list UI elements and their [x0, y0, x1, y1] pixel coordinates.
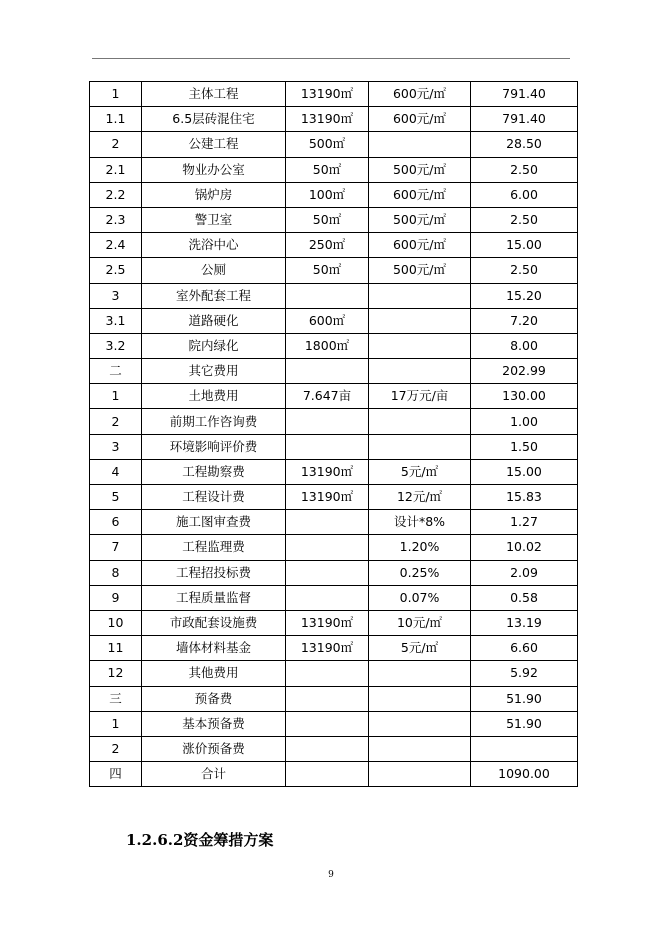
cell-item-name: 其他费用: [142, 661, 286, 686]
cell-unit-price: [369, 736, 471, 761]
cell-quantity: 600㎡: [286, 308, 369, 333]
cell-item-name: 其它费用: [142, 359, 286, 384]
cell-quantity: 1800㎡: [286, 333, 369, 358]
cell-unit-price: [369, 333, 471, 358]
cell-no: 10: [90, 610, 142, 635]
cell-quantity: 13190㎡: [286, 107, 369, 132]
table-row: [90, 661, 578, 686]
page-number: 9: [328, 870, 334, 880]
table-row: [90, 610, 578, 635]
cell-no: 3: [90, 434, 142, 459]
cell-no: 7: [90, 535, 142, 560]
cell-no: 三: [90, 686, 142, 711]
cell-no: 1: [90, 384, 142, 409]
cell-amount: 6.00: [471, 182, 578, 207]
cell-quantity: [286, 736, 369, 761]
cell-amount: 130.00: [471, 384, 578, 409]
cell-quantity: 13190㎡: [286, 459, 369, 484]
cell-unit-price: [369, 762, 471, 787]
cell-no: 9: [90, 585, 142, 610]
cell-amount: 7.20: [471, 308, 578, 333]
cell-quantity: 13190㎡: [286, 82, 369, 107]
cell-amount: 2.50: [471, 207, 578, 232]
cell-unit-price: 600元/㎡: [369, 182, 471, 207]
cell-unit-price: [369, 661, 471, 686]
cell-amount: 1.50: [471, 434, 578, 459]
table-row: [90, 384, 578, 409]
table-row: [90, 485, 578, 510]
cell-unit-price: 5元/㎡: [369, 636, 471, 661]
cell-item-name: 预备费: [142, 686, 286, 711]
cell-quantity: [286, 434, 369, 459]
cell-unit-price: [369, 308, 471, 333]
table-row: [90, 258, 578, 283]
cell-quantity: 13190㎡: [286, 636, 369, 661]
cell-quantity: [286, 409, 369, 434]
cell-quantity: [286, 359, 369, 384]
cell-unit-price: [369, 711, 471, 736]
table-row: [90, 736, 578, 761]
cell-no: 2: [90, 736, 142, 761]
cell-amount: 791.40: [471, 107, 578, 132]
cell-item-name: 工程勘察费: [142, 459, 286, 484]
cell-no: 二: [90, 359, 142, 384]
cell-quantity: 50㎡: [286, 207, 369, 232]
cell-unit-price: 5元/㎡: [369, 459, 471, 484]
cell-quantity: 250㎡: [286, 233, 369, 258]
cell-item-name: 公厕: [142, 258, 286, 283]
cell-item-name: 合计: [142, 762, 286, 787]
cell-amount: 0.58: [471, 585, 578, 610]
table-row: [90, 636, 578, 661]
cell-no: 2.4: [90, 233, 142, 258]
table-row: [90, 434, 578, 459]
cell-unit-price: 12元/㎡: [369, 485, 471, 510]
cell-amount: 51.90: [471, 686, 578, 711]
cell-no: 2.5: [90, 258, 142, 283]
cell-no: 5: [90, 485, 142, 510]
cell-item-name: 市政配套设施费: [142, 610, 286, 635]
cell-quantity: 50㎡: [286, 258, 369, 283]
cell-no: 3: [90, 283, 142, 308]
cell-unit-price: [369, 359, 471, 384]
cell-item-name: 院内绿化: [142, 333, 286, 358]
cell-unit-price: [369, 283, 471, 308]
cell-item-name: 前期工作咨询费: [142, 409, 286, 434]
cell-unit-price: [369, 686, 471, 711]
cell-item-name: 主体工程: [142, 82, 286, 107]
cell-amount: 10.02: [471, 535, 578, 560]
cell-no: 2: [90, 132, 142, 157]
cell-amount: 5.92: [471, 661, 578, 686]
cell-no: 4: [90, 459, 142, 484]
cell-item-name: 工程监理费: [142, 535, 286, 560]
table-row: [90, 182, 578, 207]
cell-item-name: 涨价预备费: [142, 736, 286, 761]
cell-unit-price: [369, 434, 471, 459]
cell-item-name: 室外配套工程: [142, 283, 286, 308]
header-rule: [92, 58, 570, 59]
cell-amount: 2.50: [471, 258, 578, 283]
table-row: [90, 359, 578, 384]
cell-unit-price: 500元/㎡: [369, 258, 471, 283]
cell-quantity: 100㎡: [286, 182, 369, 207]
cell-item-name: 洗浴中心: [142, 233, 286, 258]
cell-unit-price: [369, 409, 471, 434]
cell-amount: 15.00: [471, 233, 578, 258]
cell-quantity: [286, 686, 369, 711]
cell-amount: 1090.00: [471, 762, 578, 787]
cell-amount: 6.60: [471, 636, 578, 661]
table-row: [90, 535, 578, 560]
cell-item-name: 公建工程: [142, 132, 286, 157]
section-heading: 1.2.6.2资金筹措方案: [126, 831, 274, 849]
cell-unit-price: [369, 132, 471, 157]
cell-item-name: 警卫室: [142, 207, 286, 232]
table-row: [90, 157, 578, 182]
cell-quantity: [286, 510, 369, 535]
cell-quantity: [286, 762, 369, 787]
cell-item-name: 基本预备费: [142, 711, 286, 736]
cell-quantity: [286, 711, 369, 736]
cell-unit-price: 600元/㎡: [369, 82, 471, 107]
cell-no: 2.2: [90, 182, 142, 207]
cell-amount: 15.00: [471, 459, 578, 484]
cell-amount: 28.50: [471, 132, 578, 157]
cell-item-name: 物业办公室: [142, 157, 286, 182]
cell-quantity: [286, 585, 369, 610]
cell-no: 3.2: [90, 333, 142, 358]
cell-unit-price: 设计*8%: [369, 510, 471, 535]
cell-no: 1: [90, 711, 142, 736]
cell-amount: 8.00: [471, 333, 578, 358]
cell-amount: 13.19: [471, 610, 578, 635]
cell-amount: 51.90: [471, 711, 578, 736]
cell-amount: 791.40: [471, 82, 578, 107]
cell-amount: 1.27: [471, 510, 578, 535]
cell-quantity: [286, 560, 369, 585]
cell-no: 6: [90, 510, 142, 535]
cell-item-name: 施工图审查费: [142, 510, 286, 535]
cell-amount: 2.09: [471, 560, 578, 585]
cell-amount: 1.00: [471, 409, 578, 434]
cell-item-name: 环境影响评价费: [142, 434, 286, 459]
table-row: [90, 686, 578, 711]
cell-no: 11: [90, 636, 142, 661]
cell-item-name: 工程质量监督: [142, 585, 286, 610]
table-row: [90, 233, 578, 258]
cell-quantity: 50㎡: [286, 157, 369, 182]
table-row: [90, 560, 578, 585]
cell-unit-price: 0.07%: [369, 585, 471, 610]
cell-no: 2: [90, 409, 142, 434]
cell-no: 2.1: [90, 157, 142, 182]
table-row: [90, 82, 578, 107]
cell-quantity: 7.647亩: [286, 384, 369, 409]
table-row: [90, 711, 578, 736]
table-row: [90, 132, 578, 157]
cell-item-name: 墙体材料基金: [142, 636, 286, 661]
cell-unit-price: 1.20%: [369, 535, 471, 560]
table-row: [90, 283, 578, 308]
table-row: [90, 585, 578, 610]
cell-amount: 15.20: [471, 283, 578, 308]
cell-quantity: 13190㎡: [286, 485, 369, 510]
cell-no: 12: [90, 661, 142, 686]
table-row: [90, 409, 578, 434]
cell-item-name: 6.5层砖混住宅: [142, 107, 286, 132]
cell-quantity: [286, 661, 369, 686]
cell-amount: [471, 736, 578, 761]
cell-quantity: [286, 283, 369, 308]
cell-amount: 202.99: [471, 359, 578, 384]
table-row: [90, 510, 578, 535]
cell-no: 1: [90, 82, 142, 107]
table-row: [90, 308, 578, 333]
cell-item-name: 锅炉房: [142, 182, 286, 207]
cell-item-name: 土地费用: [142, 384, 286, 409]
cell-unit-price: 17万元/亩: [369, 384, 471, 409]
cell-unit-price: 600元/㎡: [369, 233, 471, 258]
cell-item-name: 工程招投标费: [142, 560, 286, 585]
cell-no: 2.3: [90, 207, 142, 232]
cell-unit-price: 0.25%: [369, 560, 471, 585]
table-row: [90, 333, 578, 358]
cell-amount: 2.50: [471, 157, 578, 182]
cell-no: 四: [90, 762, 142, 787]
cell-quantity: 13190㎡: [286, 610, 369, 635]
cell-no: 8: [90, 560, 142, 585]
cell-unit-price: 500元/㎡: [369, 207, 471, 232]
cell-unit-price: 600元/㎡: [369, 107, 471, 132]
cell-unit-price: 10元/㎡: [369, 610, 471, 635]
cell-item-name: 道路硬化: [142, 308, 286, 333]
table-row: [90, 207, 578, 232]
cell-no: 1.1: [90, 107, 142, 132]
investment-estimate-table: [89, 81, 578, 787]
table-row: [90, 762, 578, 787]
cell-no: 3.1: [90, 308, 142, 333]
cell-quantity: [286, 535, 369, 560]
table-row: [90, 459, 578, 484]
cell-amount: 15.83: [471, 485, 578, 510]
cell-item-name: 工程设计费: [142, 485, 286, 510]
table-body: [90, 82, 578, 787]
table-row: [90, 107, 578, 132]
cell-unit-price: 500元/㎡: [369, 157, 471, 182]
cell-quantity: 500㎡: [286, 132, 369, 157]
